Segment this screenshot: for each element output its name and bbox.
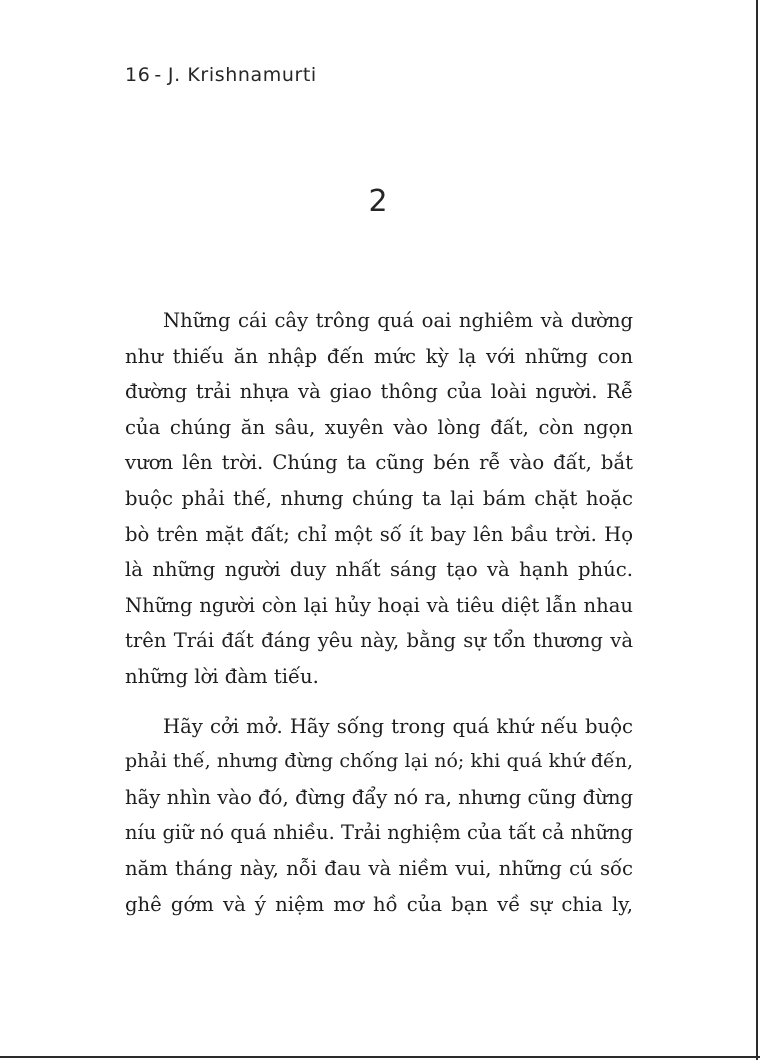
text-line: năm tháng này, nỗi đau và niềm vui, những cú sốc	[125, 856, 633, 880]
chapter-number: 2	[368, 184, 388, 219]
author-name: J. Krishnamurti	[167, 64, 317, 86]
text-line: Những cái cây trông quá oai nghiêm và dường	[163, 309, 633, 332]
page-edge-bottom	[0, 1056, 760, 1058]
text-line: vươn lên trời. Chúng ta cũng bén rễ vào đất, bắt	[125, 451, 633, 475]
page-number: 16	[125, 64, 151, 86]
text-line: Hãy cởi mở. Hãy sống trong quá khứ nếu buộc	[163, 714, 633, 738]
text-line: những lời đàm tiếu.	[125, 664, 319, 688]
text-line: ghê gớm và ý niệm mơ hồ của bạn về sự chia ly,	[125, 892, 633, 916]
paragraph-1	[125, 303, 633, 695]
text-line: phải thế, nhưng đừng chống lại nó; khi quá khứ đến,	[125, 750, 633, 773]
body-text	[125, 303, 633, 922]
text-line: bò trên mặt đất; chỉ một số ít bay lên bầu trời. Họ	[125, 522, 633, 546]
text-line: là những người duy nhất sáng tạo và hạnh phúc.	[125, 558, 633, 582]
text-line: Những người còn lại hủy hoại và tiêu diệt lẫn nhau	[125, 593, 633, 617]
text-line: hãy nhìn vào đó, đừng đẩy nó ra, nhưng cũng đừng	[125, 785, 633, 809]
text-line: như thiếu ăn nhập đến mức kỳ lạ với những con	[125, 344, 633, 368]
text-line: níu giữ nó quá nhiều. Trải nghiệm của tất cả những	[125, 821, 633, 845]
paragraph-gap	[125, 695, 633, 709]
text-line: trên Trái đất đáng yêu này, bằng sự tổn thương và	[125, 629, 633, 653]
header-separator: -	[154, 64, 162, 86]
paragraph-2	[125, 709, 633, 923]
running-header	[125, 64, 317, 86]
page-edge-right	[756, 0, 758, 1060]
text-line: của chúng ăn sâu, xuyên vào lòng đất, còn ngọn	[125, 415, 633, 439]
text-line: đường trải nhựa và giao thông của loài người. Rễ	[125, 380, 633, 404]
text-line: buộc phải thế, nhưng chúng ta lại bám chặt hoặc	[125, 486, 633, 510]
